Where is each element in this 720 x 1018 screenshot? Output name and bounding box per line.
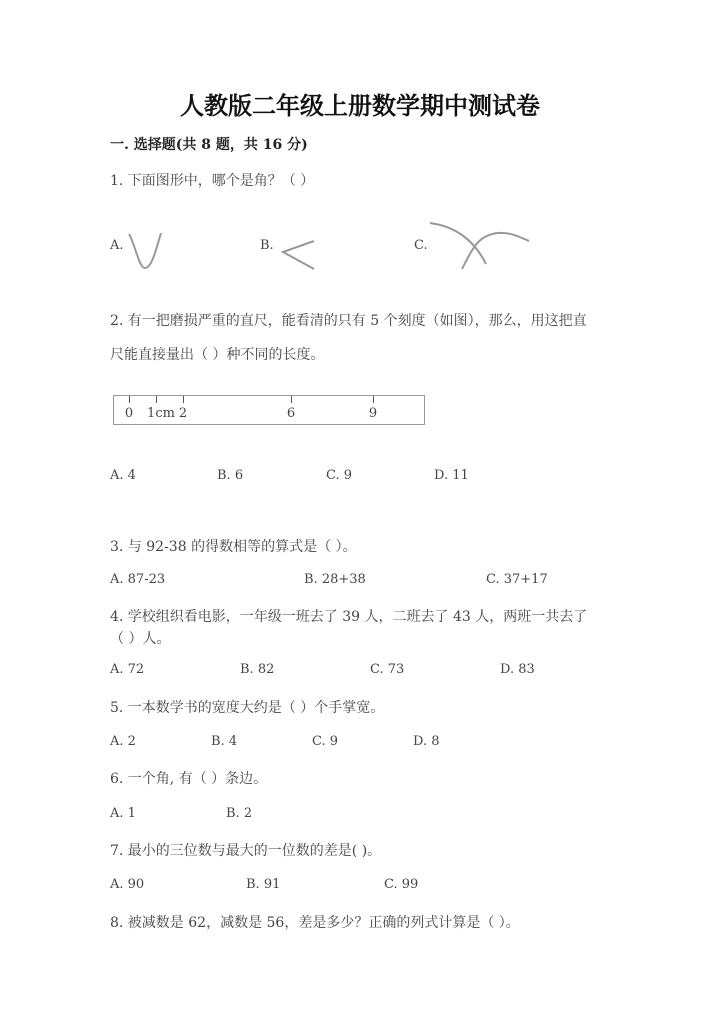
question-5: 5. 一本数学书的宽度大约是（ ）个手掌宽。 xyxy=(110,700,385,716)
question-4-line-2: （ ）人。 xyxy=(110,631,171,647)
ruler-tick xyxy=(373,396,374,403)
question-2-line-2: 尺能直接量出（ ）种不同的长度。 xyxy=(110,347,325,363)
ruler-tick xyxy=(183,396,184,403)
question-4-line-1: 4. 学校组织看电影，一年级一班去了 39 人，二班去了 43 人，两班一共去了 xyxy=(110,609,588,625)
q1-option-a: A. xyxy=(110,238,124,253)
q5-option-d: D. 8 xyxy=(413,734,440,749)
q5-option-a: A. 2 xyxy=(110,734,136,749)
ruler-figure xyxy=(113,395,425,425)
q1-option-b: B. xyxy=(260,238,274,253)
q4-option-d: D. 83 xyxy=(500,662,535,677)
question-1: 1. 下面图形中，哪个是角？（ ） xyxy=(110,173,315,189)
q4-option-b: B. 82 xyxy=(240,662,275,677)
q2-option-b: B. 6 xyxy=(217,468,244,483)
ruler-tick xyxy=(156,396,157,403)
ruler-tick xyxy=(129,396,130,403)
q3-option-a: A. 87-23 xyxy=(110,572,166,587)
question-2-line-1: 2. 有一把磨损严重的直尺，能看清的只有 5 个刻度（如图），那么，用这把直 xyxy=(110,313,587,329)
q6-option-b: B. 2 xyxy=(226,806,253,821)
section-heading: 一. 选择题(共 8 题，共 16 分) xyxy=(110,137,308,153)
q5-option-b: B. 4 xyxy=(211,734,238,749)
question-6: 6. 一个角, 有（ ）条边。 xyxy=(110,771,268,787)
q3-option-b: B. 28+38 xyxy=(304,572,366,587)
q2-option-a: A. 4 xyxy=(110,468,136,483)
ruler-tick xyxy=(291,396,292,403)
q1-option-c: C. xyxy=(414,238,428,253)
q5-option-c: C. 9 xyxy=(312,734,339,749)
ruler-label: 2 xyxy=(178,406,188,421)
q4-option-a: A. 72 xyxy=(110,662,145,677)
ruler-label: 6 xyxy=(286,406,296,421)
q2-option-c: C. 9 xyxy=(326,468,353,483)
q2-option-d: D. 11 xyxy=(434,468,469,483)
question-3: 3. 与 92-38 的得数相等的算式是（ ）。 xyxy=(110,539,357,555)
q7-option-a: A. 90 xyxy=(110,877,145,892)
ruler-label: 9 xyxy=(368,406,378,421)
q7-option-c: C. 99 xyxy=(384,877,419,892)
question-8: 8. 被减数是 62，减数是 56，差是多少？正确的列式计算是（ ）。 xyxy=(110,915,520,931)
curved-v-figure-icon xyxy=(125,228,165,273)
page-title: 人教版二年级上册数学期中测试卷 xyxy=(180,92,540,120)
crossing-curves-figure-icon xyxy=(428,218,533,273)
q4-option-c: C. 73 xyxy=(370,662,405,677)
q6-option-a: A. 1 xyxy=(110,806,136,821)
q7-option-b: B. 91 xyxy=(246,877,281,892)
angle-figure-icon xyxy=(278,238,318,273)
question-7: 7. 最小的三位数与最大的一位数的差是( )。 xyxy=(110,843,382,859)
ruler-label: 0 xyxy=(124,406,134,421)
ruler-label: 1cm xyxy=(147,406,175,421)
q3-option-c: C. 37+17 xyxy=(486,572,548,587)
